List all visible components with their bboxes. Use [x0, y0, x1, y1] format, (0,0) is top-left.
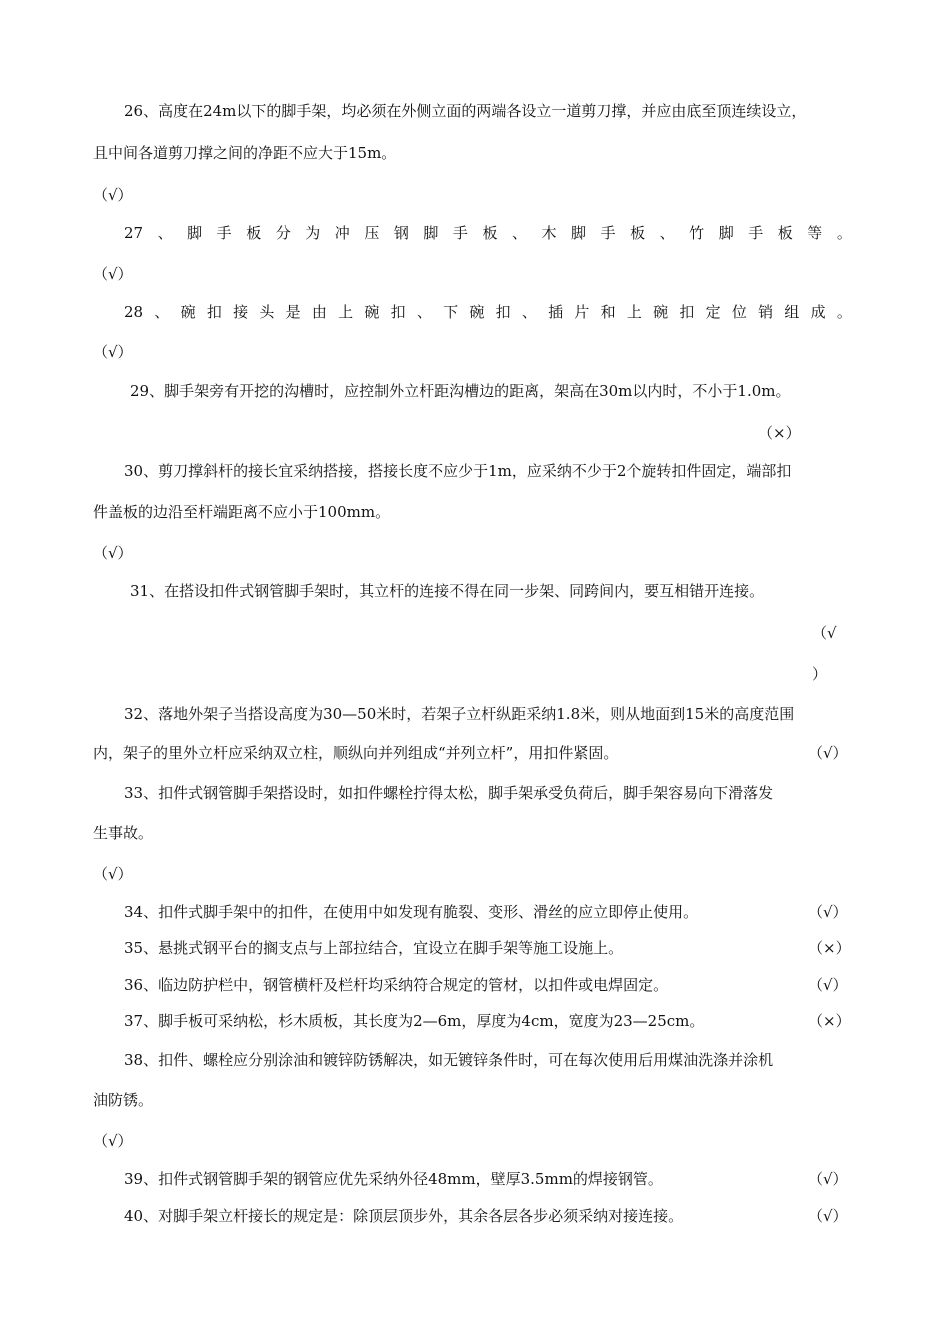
item-27-char: 脚 [571, 224, 587, 242]
item-40-line-1: 40、对脚手架立杆接长的规定是：除顶层顶步外，其余各层各步必须采纳对接连接。 [124, 1207, 684, 1225]
item-36-line-1: 36、临边防护栏中，钢管横杆及栏杆均采纳符合规定的管材，以扣件或电焊固定。 [124, 976, 669, 994]
item-28-char: 由 [311, 303, 327, 321]
item-28-char: 碗 [364, 303, 380, 321]
item-27-char: 。 [836, 224, 852, 242]
item-28-char: 。 [836, 303, 852, 321]
item-27-char: 竹 [689, 224, 705, 242]
item-36-answer: （√） [808, 976, 848, 994]
item-27-char: 、 [659, 224, 675, 242]
item-38-answer: （√） [93, 1132, 133, 1150]
item-27-answer: （√） [93, 265, 133, 283]
item-28-char: 定 [705, 303, 721, 321]
item-30-line-1: 30、剪刀撑斜杆的接长宜采纳搭接，搭接长度不应少于1m，应采纳不少于2个旋转扣件固定，端部扣 [124, 462, 792, 480]
item-27-char: 木 [541, 224, 557, 242]
item-31-line-1: 31、在搭设扣件式钢管脚手架时，其立杆的连接不得在同一步架、同跨间内，要互相错开连接。 [130, 582, 765, 600]
item-37-line-1: 37、脚手板可采纳松，杉木质板，其长度为2—6m，厚度为4cm，宽度为23—25cm。 [124, 1012, 705, 1030]
item-28-char: 位 [731, 303, 747, 321]
item-32-line-2: 内，架子的里外立杆应采纳双立柱，顺纵向并列组成“并列立杆”，用扣件紧固。 [93, 744, 619, 762]
item-28-answer: （√） [93, 343, 133, 361]
item-28-char: 上 [626, 303, 642, 321]
item-28-char: 成 [810, 303, 826, 321]
item-27-char: 27 [124, 224, 144, 242]
item-27-char: 压 [364, 224, 380, 242]
item-29-line-1: 29、脚手架旁有开挖的沟槽时，应控制外立杆距沟槽边的距离，架高在30m以内时，不小于1.0m。 [130, 382, 791, 400]
item-27-char: 手 [600, 224, 616, 242]
item-27-char: 分 [275, 224, 291, 242]
item-26-line-2: 且中间各道剪刀撑之间的净距不应大于15m。 [93, 144, 397, 162]
item-31-answer-part-2: ） [812, 665, 828, 683]
item-38-line-1: 38、扣件、螺栓应分别涂油和镀锌防锈解决，如无镀锌条件时，可在每次使用后用煤油洗涤并涂机 [124, 1051, 774, 1069]
item-34-line-1: 34、扣件式脚手架中的扣件，在使用中如发现有脆裂、变形、滑丝的应立即停止使用。 [124, 903, 699, 921]
item-37-answer: （×） [808, 1012, 851, 1030]
item-28-char: 上 [338, 303, 354, 321]
item-28-char: 碗 [469, 303, 485, 321]
item-28-char: 扣 [495, 303, 511, 321]
item-27-char: 钢 [393, 224, 409, 242]
item-27-char: 板 [246, 224, 262, 242]
item-26-answer: （√） [93, 186, 133, 204]
item-27-char: 板 [482, 224, 498, 242]
item-28-line [124, 302, 852, 322]
item-28-char: 下 [443, 303, 459, 321]
item-27-char: 手 [748, 224, 764, 242]
item-28-char: 接 [233, 303, 249, 321]
item-28-char: 是 [285, 303, 301, 321]
item-27-char: 、 [511, 224, 527, 242]
item-30-answer: （√） [93, 544, 133, 562]
item-27-char: 板 [630, 224, 646, 242]
item-28-char: 碗 [653, 303, 669, 321]
item-27-char: 脚 [423, 224, 439, 242]
item-29-answer: （×） [758, 424, 801, 442]
item-28-char: 插 [548, 303, 564, 321]
item-28-char: 扣 [679, 303, 695, 321]
item-27-char: 脚 [187, 224, 203, 242]
item-35-line-1: 35、悬挑式钢平台的搁支点与上部拉结合，宜设立在脚手架等施工设施上。 [124, 939, 624, 957]
item-28-char: 、 [416, 303, 432, 321]
item-28-char: 、 [154, 303, 170, 321]
item-27-char: 手 [452, 224, 468, 242]
item-28-char: 片 [574, 303, 590, 321]
item-33-line-2: 生事故。 [93, 824, 154, 842]
item-28-char: 、 [521, 303, 537, 321]
item-39-answer: （√） [808, 1170, 848, 1188]
item-40-answer: （√） [808, 1207, 848, 1225]
item-26-line-1: 26、高度在24m以下的脚手架，均必须在外侧立面的两端各设立一道剪刀撑，并应由底至顶连续设立， [124, 102, 807, 120]
item-27-char: 脚 [718, 224, 734, 242]
item-27-char: 冲 [334, 224, 350, 242]
item-38-line-2: 油防锈。 [93, 1091, 154, 1109]
item-28-char: 和 [600, 303, 616, 321]
item-28-char: 组 [784, 303, 800, 321]
item-27-char: 、 [157, 224, 173, 242]
item-32-line-1: 32、落地外架子当搭设高度为30—50米时，若架子立杆纵距采纳1.8米，则从地面到15米的高度范围 [124, 705, 795, 723]
item-28-char: 扣 [206, 303, 222, 321]
item-28-char: 头 [259, 303, 275, 321]
item-28-char: 扣 [390, 303, 406, 321]
item-33-line-1: 33、扣件式钢管脚手架搭设时，如扣件螺栓拧得太松，脚手架承受负荷后，脚手架容易向下滑落发 [124, 784, 774, 802]
item-39-line-1: 39、扣件式钢管脚手架的钢管应优先采纳外径48mm，壁厚3.5mm的焊接钢管。 [124, 1170, 663, 1188]
item-33-answer: （√） [93, 865, 133, 883]
item-32-answer: （√） [808, 744, 848, 762]
item-34-answer: （√） [808, 903, 848, 921]
item-31-answer-part-1: （√ [812, 624, 837, 642]
item-28-char: 碗 [180, 303, 196, 321]
item-27-char: 手 [216, 224, 232, 242]
item-27-line [124, 223, 852, 243]
item-27-char: 板 [777, 224, 793, 242]
item-30-line-2: 件盖板的边沿至杆端距离不应小于100mm。 [93, 503, 391, 521]
item-27-char: 等 [807, 224, 823, 242]
item-27-char: 为 [305, 224, 321, 242]
item-28-char: 销 [758, 303, 774, 321]
item-35-answer: （×） [808, 939, 851, 957]
item-28-char: 28 [124, 303, 144, 321]
